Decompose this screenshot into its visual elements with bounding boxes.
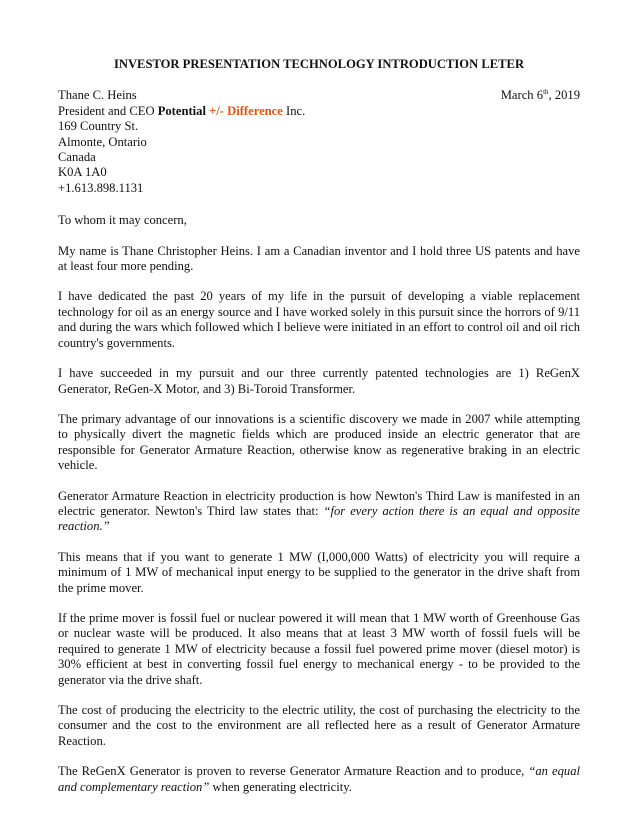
company-prefix: President and CEO: [58, 103, 158, 118]
regenx-quote: “an equal and complementary reaction”: [58, 764, 580, 794]
company-line: [58, 104, 580, 119]
date-main: March 6: [500, 88, 544, 103]
address-line: +1.613.898.1131: [58, 180, 144, 195]
paragraph-9: [58, 764, 580, 795]
address-line: K0A 1A0: [58, 165, 107, 180]
date-year: , 2019: [548, 88, 580, 103]
address-line: Almonte, Ontario: [58, 134, 147, 149]
brand-separator: +/-: [205, 103, 228, 118]
company-suffix: Inc.: [282, 103, 306, 118]
paragraph-2: I have dedicated the past 20 years of my life in the pursuit of developing a viable replacement technology for oil as an energy source and I have worked solely in this pursuit since the horrors of 9/11 and during the wars which followed which I believe were initiated in an effort to control oil and oil rich country's governments.: [58, 289, 580, 350]
paragraph-9-text: The ReGenX Generator is proven to reverse Generator Armature Reaction and to produce,: [58, 764, 529, 779]
sender-name: Thane C. Heins: [58, 88, 137, 103]
letter-date: [501, 88, 580, 103]
letter-title: INVESTOR PRESENTATION TECHNOLOGY INTRODUCTION LETER: [113, 57, 525, 71]
paragraph-5-text: Generator Armature Reaction in electricity production is how Newton's Third Law is manifested in an electric generator. Newton's Third law states that:: [58, 488, 580, 518]
paragraph-3: I have succeeded in my pursuit and our three currently patented technologies are 1) ReGenX Generator, ReGen-X Motor, and 3) Bi-Toroid Transformer.: [58, 366, 580, 396]
paragraph-4: The primary advantage of our innovations is a scientific discovery we made in 2007 while attempting to physically divert the magnetic fields which are produced inside an electric generator that are responsible for Generator Armature Reaction, otherwise know as regenerative braking in an electric vehicle.: [58, 411, 580, 473]
date-suffix: th: [543, 88, 549, 97]
address-block: [58, 119, 580, 196]
newton-quote: “for every action there is an equal and opposite reaction.”: [58, 503, 580, 534]
address-line: 169 Country St.: [58, 119, 139, 134]
paragraph-1: My name is Thane Christopher Heins. I am a Canadian inventor and I hold three US patents and have at least four more pending.: [58, 243, 580, 274]
paragraph-8: The cost of producing the electricity to the electric utility, the cost of purchasing the electricity to the consumer and the cost to the environment are all reflected here as a result of Generator Armature Reaction.: [58, 703, 580, 748]
paragraph-9-tail: when generating electricity.: [209, 779, 352, 794]
header-row: [58, 88, 580, 103]
greeting: To whom it may concern,: [58, 213, 187, 228]
brand-potential: Potential: [157, 103, 206, 118]
address-line: Canada: [58, 150, 96, 165]
paragraph-6: This means that if you want to generate 1 MW (I,000,000 Watts) of electricity you will require a minimum of 1 MW of mechanical input energy to be supplied to the generator in the drive shaft from the prime mover.: [58, 549, 580, 595]
brand-difference: Difference: [227, 103, 283, 118]
paragraph-5: [58, 489, 580, 535]
paragraph-7: If the prime mover is fossil fuel or nuclear powered it will mean that 1 MW worth of Greenhouse Gas or nuclear waste will be produced. It also means that at least 3 MW worth of fossil fuels will be required to generate 1 MW of electricity because a fossil fuel powered prime mover (diesel motor) is 30% efficient at best in converting fossil fuel energy to mechanical energy - to be provided to the generator via the drive shaft.: [58, 610, 580, 687]
